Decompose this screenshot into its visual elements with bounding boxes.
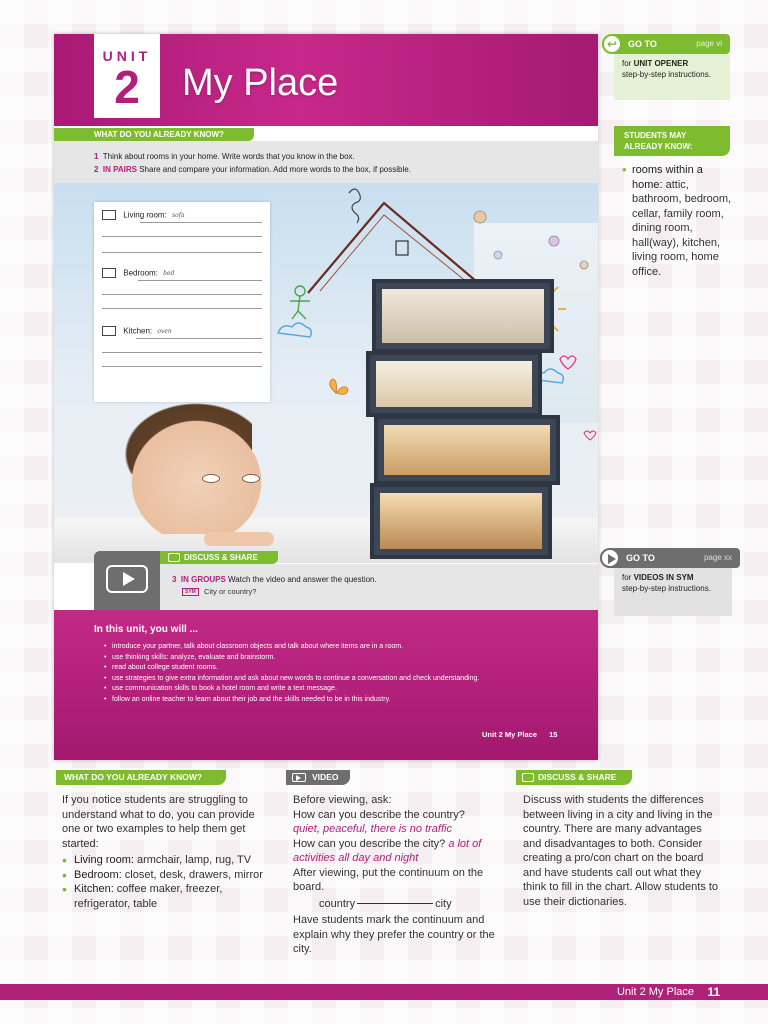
smoke-doodle bbox=[349, 189, 360, 223]
stick-figure-doodle bbox=[295, 286, 305, 296]
objective-item: • read about college student rooms. bbox=[104, 663, 564, 674]
videos-note bbox=[614, 568, 732, 616]
write-line[interactable] bbox=[102, 236, 262, 237]
continuum bbox=[293, 897, 503, 912]
discuss-note: Discuss with students the differences between living in a city and living in the country. There are many advantages and disadvantages to both. Consider creating a pro/con chart on the board and have students call out what they think to fill in the chart. Allow students to use their dictionaries. bbox=[523, 794, 719, 908]
unit-number: 2 bbox=[114, 61, 140, 113]
instruction-3-text: Watch the video and answer the question. bbox=[228, 575, 377, 584]
teacher-example-item bbox=[62, 882, 272, 911]
room-label: Kitchen: bbox=[123, 326, 153, 336]
objective-item: • follow an online teacher to learn about their job and the skills needed to be in this industry. bbox=[104, 695, 564, 706]
house-first-floor bbox=[374, 415, 560, 485]
note-prefix: for bbox=[622, 59, 634, 68]
objective-item: • use thinking skills: analyze, evaluate and brainstorm. bbox=[104, 653, 564, 664]
go-to-unit-opener[interactable] bbox=[602, 34, 730, 54]
unit-objectives bbox=[54, 610, 598, 760]
instruction-3 bbox=[172, 575, 377, 584]
room-row-bedroom bbox=[102, 268, 262, 278]
sofa-icon bbox=[102, 210, 116, 220]
instruction-2 bbox=[94, 165, 411, 174]
write-line[interactable] bbox=[140, 222, 262, 223]
chat-icon bbox=[522, 773, 534, 782]
house-ground-floor bbox=[370, 483, 552, 559]
instruction-2-label: IN PAIRS bbox=[102, 165, 137, 174]
unit-opener-note bbox=[614, 54, 730, 100]
note-rest: step-by-step instructions. bbox=[622, 584, 711, 593]
instruction-3-number: 3 bbox=[172, 575, 177, 584]
objectives-heading: In this unit, you will ... bbox=[94, 624, 198, 635]
sym-question-text: City or country? bbox=[203, 587, 257, 596]
oven-icon bbox=[102, 326, 116, 336]
instruction-3-label: IN GROUPS bbox=[180, 575, 226, 584]
write-line[interactable] bbox=[102, 352, 262, 353]
note-bold: VIDEOS IN SYM bbox=[633, 573, 694, 582]
item-text: closet, desk, drawers, mirror bbox=[121, 868, 263, 881]
continuum-right: city bbox=[435, 897, 452, 910]
note-bold: UNIT OPENER bbox=[633, 59, 689, 68]
item-label: Kitchen: bbox=[74, 883, 114, 895]
room-example: sofa bbox=[172, 212, 185, 220]
heart-doodle bbox=[560, 356, 576, 369]
room-example: oven bbox=[157, 328, 172, 336]
room-row-living bbox=[102, 210, 262, 220]
unit-title: My Place bbox=[182, 62, 339, 104]
balloon-doodle bbox=[474, 211, 486, 223]
footer-unit-text: Unit 2 My Place bbox=[616, 986, 694, 998]
discuss-share-label: DISCUSS & SHARE bbox=[184, 553, 258, 562]
teacher-video-tab bbox=[286, 770, 350, 785]
answer-1: quiet, peaceful, there is no traffic bbox=[293, 823, 452, 835]
note-rest: step-by-step instructions. bbox=[622, 70, 711, 79]
go-to-page: page vi bbox=[696, 39, 722, 48]
continuum-line bbox=[357, 903, 433, 904]
chat-icon bbox=[168, 553, 180, 562]
after-viewing: After viewing, put the continuum on the board. bbox=[293, 866, 484, 893]
unit-badge bbox=[94, 34, 160, 118]
instruction-1-text: Think about rooms in your home. Write words that you know in the box. bbox=[102, 152, 355, 161]
teacher-example-item bbox=[62, 868, 272, 883]
unit-word: UNIT bbox=[102, 48, 152, 64]
answer-2: a lot of activities all day and night bbox=[293, 837, 482, 864]
go-to-videos[interactable] bbox=[600, 548, 740, 568]
girl-hands bbox=[204, 532, 274, 546]
instruction-2-number: 2 bbox=[94, 165, 99, 174]
objective-item: • introduce your partner, talk about classroom objects and talk about where items are in a room. bbox=[104, 642, 564, 653]
instructions-box bbox=[54, 141, 598, 183]
cloud-doodle bbox=[278, 323, 311, 337]
video-icon bbox=[292, 773, 306, 782]
roof-window bbox=[396, 241, 408, 255]
teacher-discuss-tab bbox=[516, 770, 632, 785]
write-line[interactable] bbox=[136, 338, 262, 339]
write-line[interactable] bbox=[102, 252, 262, 253]
house-attic-floor bbox=[372, 279, 554, 353]
footer-page-number: 11 bbox=[707, 985, 720, 999]
teacher-notes-column-2 bbox=[293, 793, 503, 957]
butterfly-doodle bbox=[330, 379, 348, 394]
students-may-know-item bbox=[622, 163, 736, 279]
closing-note: Have students mark the continuum and explain why they prefer the country or the city. bbox=[293, 914, 495, 955]
student-page bbox=[54, 34, 598, 760]
girl-eye bbox=[202, 474, 220, 483]
students-may-know-tab: STUDENTS MAY ALREADY KNOW: bbox=[614, 126, 730, 156]
write-line[interactable] bbox=[102, 308, 262, 309]
girl-eye bbox=[242, 474, 260, 483]
instruction-1-number: 1 bbox=[94, 152, 99, 161]
teacher-note-intro: If you notice students are struggling to understand what to do, you can provide one or two examples to help them get started: bbox=[62, 794, 255, 850]
go-to-label: GO TO bbox=[628, 39, 657, 49]
write-line[interactable] bbox=[102, 366, 262, 367]
item-bold: rooms within a home: bbox=[632, 164, 703, 191]
teacher-example-item bbox=[62, 853, 272, 868]
girl-photo bbox=[114, 404, 264, 534]
continuum-left: country bbox=[319, 897, 356, 910]
item-label: Living room: bbox=[74, 854, 134, 866]
before-viewing: Before viewing, ask: bbox=[293, 794, 392, 806]
bed-icon bbox=[102, 268, 116, 278]
note-prefix: for bbox=[622, 573, 634, 582]
instruction-1 bbox=[94, 152, 355, 161]
teacher-notes-column-3 bbox=[523, 793, 723, 909]
objective-item: • use strategies to give extra information and ask about new words to continue a conversation and check understanding. bbox=[104, 674, 564, 685]
item-text: armchair, lamp, rug, TV bbox=[133, 854, 252, 866]
question-1: How can you describe the country? bbox=[293, 808, 465, 821]
objectives-list bbox=[104, 642, 564, 705]
teacher-example-list bbox=[62, 853, 272, 911]
room-label: Bedroom: bbox=[123, 268, 158, 278]
return-arrow-icon bbox=[602, 34, 622, 54]
discuss-share-tab bbox=[160, 551, 278, 564]
teacher-video-tab-label: VIDEO bbox=[312, 772, 339, 782]
objective-item: • use communication skills to book a hotel room and write a text message. bbox=[104, 684, 564, 695]
play-icon bbox=[600, 548, 620, 568]
student-page-number: 15 bbox=[549, 730, 558, 739]
room-row-kitchen bbox=[102, 326, 262, 336]
item-text: coffee maker, freezer, refrigerator, table bbox=[74, 883, 223, 910]
room-label: Living room: bbox=[123, 210, 167, 220]
room-words-box bbox=[94, 202, 270, 402]
house-second-floor bbox=[366, 351, 542, 417]
go-to-page: page xx bbox=[703, 553, 732, 562]
item-label: Bedroom: bbox=[74, 868, 122, 881]
item-rest: attic, bathroom, bedroom, cellar, family room, dining room, hall(way), kitchen, living room, home office. bbox=[632, 178, 732, 278]
sym-question bbox=[182, 587, 256, 596]
go-to-label: GO TO bbox=[626, 553, 655, 563]
students-may-know-list bbox=[622, 163, 736, 279]
sym-badge: SYM bbox=[182, 588, 199, 596]
question-2: How can you describe the city? bbox=[293, 837, 446, 850]
teacher-discuss-tab-label: DISCUSS & SHARE bbox=[538, 772, 617, 782]
room-example: bed bbox=[163, 270, 175, 278]
write-line[interactable] bbox=[138, 280, 262, 281]
write-line[interactable] bbox=[102, 294, 262, 295]
what-do-you-know-tab: WHAT DO YOU ALREADY KNOW? bbox=[54, 128, 254, 141]
teacher-what-know-tab: WHAT DO YOU ALREADY KNOW? bbox=[56, 770, 226, 785]
page-footer-bar bbox=[0, 984, 768, 1000]
teacher-notes-column-1 bbox=[62, 793, 272, 911]
student-page-footer bbox=[482, 730, 557, 739]
instruction-2-text: Share and compare your information. Add more words to the box, if possible. bbox=[139, 165, 411, 174]
play-video-icon bbox=[106, 565, 148, 593]
student-page-footer-text: Unit 2 My Place bbox=[482, 730, 538, 739]
